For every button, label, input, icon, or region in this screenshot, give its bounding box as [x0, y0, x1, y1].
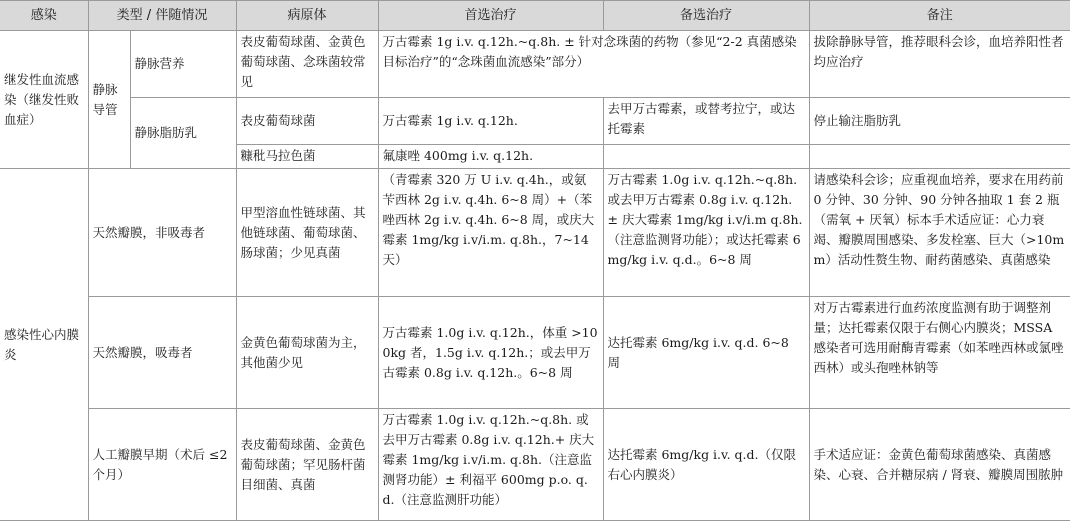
notes-cell: 停止输注脂肪乳 [809, 98, 1070, 145]
table-row [0, 98, 1070, 145]
pathogen-cell: 金黄色葡萄球菌为主，其他菌少见 [236, 297, 378, 409]
notes-cell: 手术适应证：金黄色葡萄球菌感染、真菌感染、心衰、合并糖尿病 / 肾衰、瓣膜周围脓肿 [809, 409, 1070, 521]
header-row [0, 1, 1070, 31]
alternative-cell: 达托霉素 6mg/kg i.v. q.d. 6~8 周 [603, 297, 809, 409]
table-row [0, 409, 1070, 521]
first-line-cell: 万古霉素 1g i.v. q.12h. [378, 98, 603, 145]
alternative-cell: 万古霉素 1.0g i.v. q.12h.~q.8h. 或去甲万古霉素 0.8g i.v. q.12h. ± 庆大霉素 1mg/kg i.v/i.m q.8h.（注意监测肾功能）；或达托霉素 6mg/kg i.v. q.d.。6~8 周 [603, 169, 809, 297]
pathogen-cell: 表皮葡萄球菌、金黄色葡萄球菌；罕见肠杆菌目细菌、真菌 [236, 409, 378, 521]
notes-cell: 请感染科会诊；应重视血培养，要求在用药前 0 分钟、30 分钟、90 分钟各抽取 1 套 2 瓶（需氧 + 厌氧）标本手术适应证：心力衰竭、瓣膜周围感染、多发栓塞、巨大（>10mm）活动性赘生物、耐药菌感染、真菌感染 [809, 169, 1070, 297]
alternative-cell: 达托霉素 6mg/kg i.v. q.d.（仅限右心内膜炎） [603, 409, 809, 521]
header-type: 类型 / 伴随情况 [88, 1, 236, 31]
notes-cell: 拔除静脉导管，推荐眼科会诊，血培养阳性者均应治疗 [809, 31, 1070, 98]
type-cell: 静脉导管 [88, 31, 130, 169]
pathogen-cell: 表皮葡萄球菌、金黄色葡萄球菌、念珠菌较常见 [236, 31, 378, 98]
header-infection: 感染 [0, 1, 88, 31]
header-notes: 备注 [809, 1, 1070, 31]
pathogen-cell: 甲型溶血性链球菌、其他链球菌、葡萄球菌、肠球菌；少见真菌 [236, 169, 378, 297]
subtype-cell: 静脉脂肪乳 [130, 98, 236, 169]
first-line-cell: 万古霉素 1.0g i.v. q.12h.，体重 >100kg 者，1.5g i.v. q.12h.；或去甲万古霉素 0.8g i.v. q.12h.。6~8 周 [378, 297, 603, 409]
header-pathogen: 病原体 [236, 1, 378, 31]
alternative-cell [603, 145, 809, 169]
table-row [0, 31, 1070, 98]
subtype-cell: 静脉营养 [130, 31, 236, 98]
notes-cell: 对万古霉素进行血药浓度监测有助于调整剂量；达托霉素仅限于右侧心内膜炎；MSSA 感染者可选用耐酶青霉素（如苯唑西林或氯唑西林）或头孢唑林钠等 [809, 297, 1070, 409]
header-first-line: 首选治疗 [378, 1, 603, 31]
first-line-cell: （青霉素 320 万 U i.v. q.4h.，或氨苄西林 2g i.v. q.4h. 6~8 周）+（苯唑西林 2g i.v. q.4h. 6~8 周，或庆大霉素 1mg/kg i.v/i.m. q.8h.，7~14 天） [378, 169, 603, 297]
type-cell: 人工瓣膜早期（术后 ≤2 个月） [88, 409, 236, 521]
type-cell: 天然瓣膜，非吸毒者 [88, 169, 236, 297]
infection-cell: 感染性心内膜炎 [0, 169, 88, 521]
first-line-cell: 氟康唑 400mg i.v. q.12h. [378, 145, 603, 169]
type-cell: 天然瓣膜，吸毒者 [88, 297, 236, 409]
infection-cell: 继发性血流感染（继发性败血症） [0, 31, 88, 169]
header-alternative: 备选治疗 [603, 1, 809, 31]
first-line-cell: 万古霉素 1g i.v. q.12h.~q.8h. ± 针对念珠菌的药物（参见“2-2 真菌感染目标治疗”的“念珠菌血流感染”部分） [378, 31, 809, 98]
pathogen-cell: 表皮葡萄球菌 [236, 98, 378, 145]
alternative-cell: 去甲万古霉素，或替考拉宁，或达托霉素 [603, 98, 809, 145]
table-row [0, 297, 1070, 409]
first-line-cell: 万古霉素 1.0g i.v. q.12h.~q.8h. 或去甲万古霉素 0.8g i.v. q.12h.+ 庆大霉素 1mg/kg i.v/i.m. q.8h.（注意监测肾功能）± 利福平 600mg p.o. q.d.（注意监测肝功能） [378, 409, 603, 521]
notes-cell [809, 145, 1070, 169]
table-row [0, 169, 1070, 297]
pathogen-cell: 糠秕马拉色菌 [236, 145, 378, 169]
